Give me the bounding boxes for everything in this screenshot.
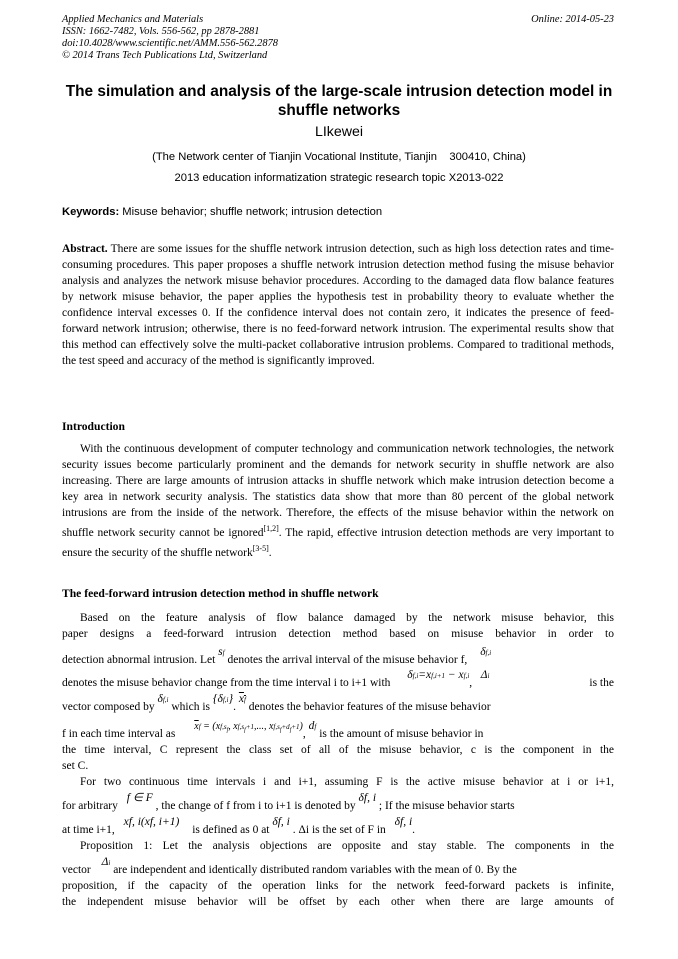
- ff-line-5c: denotes the behavior features of the misuse behavior: [248, 701, 491, 713]
- formula-xf-i: xf, i(xf, i+1): [123, 816, 180, 828]
- ff-line-9: For two continuous time intervals i and i+1, assuming F is the active misuse behavior at i or i+1,: [80, 776, 614, 788]
- ff-line-10: [62, 792, 614, 814]
- ff-line-8: set C.: [62, 760, 89, 772]
- ff-line-11a: at time i+1,: [62, 824, 115, 836]
- ff-line-10b: , the change of f from i to i+1 is denoted by: [155, 800, 356, 812]
- ff-line-10a: for arbitrary: [62, 800, 118, 812]
- ff-line-2: paper designs a feed-forward intrusion detection method based on misuse behavior in order to: [62, 628, 614, 640]
- abstract: [62, 241, 614, 369]
- formula-s-f: sf: [218, 646, 225, 658]
- paper-title: The simulation and analysis of the large-scale intrusion detection model in shuffle networks: [65, 83, 613, 119]
- ff-line-14: proposition, if the capacity of the operation links for the network feed-forward packets is infinite,: [62, 880, 614, 892]
- research-topic: 2013 education informatization strategic research topic X2013-022: [174, 172, 504, 184]
- ff-line-6b: is the amount of misuse behavior in: [319, 728, 484, 740]
- ff-line-5b: which is: [171, 701, 211, 713]
- ff-line-3: [62, 646, 614, 668]
- ff-line-13: [62, 856, 614, 878]
- ff-line-5: vector composed by δf,i which is {δf,i}. xf denotes the behavior features of the misuse behavior: [62, 693, 491, 713]
- ff-line-6: f in each time interval as $\overline{x}f = (xf,s_f$, $xf,s_f+1$,..., $xf,s_f+d_f+1$), df is the amount of misuse behavior in: [62, 720, 484, 740]
- introduction-paragraph: [62, 441, 614, 561]
- issn: ISSN: 1662-7482, Vols. 556-562, pp 2878-2881: [62, 26, 260, 37]
- ff-line-13b: are independent and identically distributed random variables with the mean of 0. By the: [113, 864, 517, 876]
- ff-line-12: Proposition 1: Let the analysis objections are opposite and stay stable. The components in the: [80, 840, 614, 852]
- ff-line-4: denotes the misuse behavior change from the time interval i to i+1 with δf,i=xf,i+1 − xf,i, Δi is the: [62, 669, 614, 689]
- formula-delta-fi: δf,i: [480, 646, 492, 658]
- journal-name: Applied Mechanics and Materials: [62, 14, 204, 25]
- ff-line-11: at time i+1, xf, i(xf, i+1) is defined as 0 at δf, i . Δi is the set of F in δf, i.: [62, 816, 416, 836]
- formula-delta-fi-2: δf,i: [157, 693, 169, 705]
- intro-text-b: . The rapid, effective intrusion detection methods are very important to ensure the security of the shuffle network: [62, 526, 615, 559]
- ff-line-6a: f in each time interval as: [62, 728, 176, 740]
- doi: doi:10.4028/www.scientific.net/AMM.556-562.2878: [62, 38, 278, 49]
- ff-line-15: the independent misuse behavior will be offset by each other when there are large amounts of: [62, 896, 614, 908]
- formula-x-vector: $\overline{x}f = (xf,s_f$, $xf,s_f+1$,..., $xf,s_f+d_f+1$): [194, 721, 303, 734]
- author: LIkewei: [314, 124, 364, 140]
- online-date: Online: 2014-05-23: [531, 14, 614, 25]
- ff-line-11b: is defined as 0 at: [192, 824, 270, 836]
- introduction-heading: Introduction: [62, 420, 125, 433]
- intro-text-c: .: [268, 546, 272, 559]
- formula-d-f: df: [308, 720, 317, 732]
- formula-Delta-i-2: Δi: [101, 856, 111, 868]
- ff-line-3b: denotes the arrival interval of the misuse behavior f,: [227, 654, 468, 666]
- citation-1-2: [1,2]: [263, 524, 279, 533]
- feedforward-heading: The feed-forward intrusion detection method in shuffle network: [62, 587, 379, 600]
- formula-Delta-i: Δi: [480, 669, 490, 681]
- abstract-label: Abstract.: [62, 243, 108, 255]
- ff-line-10c: ; If the misuse behavior starts: [378, 800, 515, 812]
- ff-line-1: Based on the feature analysis of flow balance damaged by the network misuse behavior, this: [80, 612, 614, 624]
- formula-delta-f-i: δf, i: [358, 792, 377, 804]
- keywords-text: Misuse behavior; shuffle network; intrusion detection: [119, 206, 383, 218]
- keywords: [62, 206, 382, 218]
- intro-text-a: With the continuous development of computer technology and communication network technologies, the network security issues become particularly prominent and the demands for network security in shuffle network are also increasing. There are large amounts of intrusion attacks in shuffle network which make intrusion detection become a key area in network security analysis. The statistics data show that more than 80 percent of the global network intrusions are from the inside of the network. Therefore, the effects of the misuse behavior within the network on shuffle network security cannot be ignored: [62, 443, 614, 539]
- formula-delta-f-i-2: δf, i: [272, 816, 290, 828]
- journal-header: [62, 14, 278, 62]
- ff-line-4b: is the: [589, 677, 614, 689]
- formula-set-delta: {δf,i}: [212, 693, 234, 705]
- copyright: © 2014 Trans Tech Publications Ltd, Switzerland: [62, 50, 268, 61]
- affiliation: (The Network center of Tianjin Vocational Institute, Tianjin 300410, China): [152, 151, 526, 163]
- formula-x-bar-f: xf: [238, 693, 246, 705]
- ff-line-7: the time interval, C represent the class set of all of the misuse behavior, c is the component in the: [62, 744, 614, 756]
- abstract-text: There are some issues for the shuffle network intrusion detection, such as high loss detection rates and time-consuming procedures. This paper proposes a shuffle network intrusion detection method fusing the misuse behavior analysis and analyzes the network misuse behavior procedures. According to the damaged data flow balance features by network misuse behavior, the paper applies the hypothesis test in probability theory to evaluate whether the confidence interval excesses 0. If the confidence interval does not contain zero, it indicates the presence of feed-forward network intrusion; otherwise, there is no feed-forward network intrusion. The experimental results show that this method can effectively solve the multi-packet collaborative intrusion problems. Compared to traditional methods, the test speed and accuracy of the method is significantly improved.: [62, 243, 614, 367]
- ff-line-11c: . Δi is the set of F in: [292, 824, 386, 836]
- citation-3-5: [3-5]: [252, 543, 269, 553]
- ff-line-13a: vector: [62, 864, 91, 876]
- formula-delta-f-i-3: δf, i: [394, 816, 413, 828]
- keywords-label: Keywords:: [62, 206, 120, 218]
- ff-line-5a: vector composed by: [62, 701, 155, 713]
- formula-delta-def: δf,i=xf,i+1 − xf,i: [407, 669, 470, 681]
- formula-f-in-F: f ∈ F: [126, 792, 153, 804]
- ff-line-4a: denotes the misuse behavior change from the time interval i to i+1 with: [62, 677, 391, 689]
- ff-line-3a: detection abnormal intrusion. Let: [62, 654, 219, 666]
